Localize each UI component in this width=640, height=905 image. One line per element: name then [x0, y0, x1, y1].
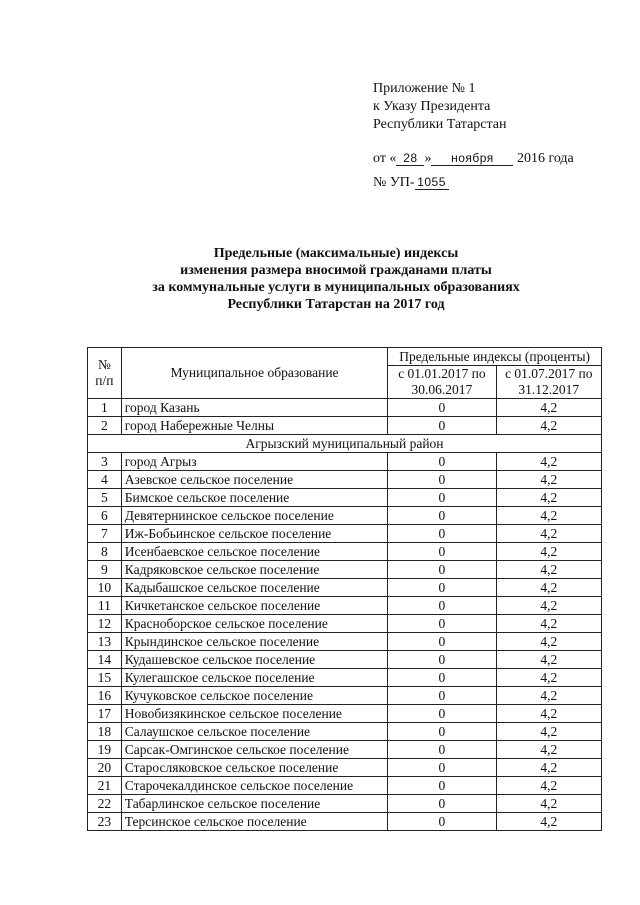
row-index-h2: 4,2 — [496, 795, 601, 813]
row-number: 15 — [88, 669, 122, 687]
row-index-h1: 0 — [388, 795, 496, 813]
table-row — [88, 759, 602, 777]
date-mid: » — [424, 151, 432, 166]
row-municipality: Бимское сельское поселение — [121, 489, 387, 507]
row-index-h2: 4,2 — [496, 489, 601, 507]
table-row — [88, 651, 602, 669]
row-index-h1: 0 — [388, 669, 496, 687]
number-value: 1055 — [415, 175, 449, 190]
header-row-1 — [88, 348, 602, 366]
row-number: 20 — [88, 759, 122, 777]
date-year: 2016 года — [516, 151, 574, 166]
row-municipality: Кичкетанское сельское поселение — [121, 597, 387, 615]
appendix-line-3: Республики Татарстан — [373, 117, 507, 132]
row-municipality: Кудашевское сельское поселение — [121, 651, 387, 669]
row-municipality: Красноборское сельское поселение — [121, 615, 387, 633]
row-index-h2: 4,2 — [496, 597, 601, 615]
row-index-h1: 0 — [388, 741, 496, 759]
row-index-h1: 0 — [388, 687, 496, 705]
row-municipality: Исенбаевское сельское поселение — [121, 543, 387, 561]
header-indices-group: Предельные индексы (проценты) — [388, 348, 602, 366]
row-municipality: город Агрыз — [121, 453, 387, 471]
row-municipality: Азевское сельское поселение — [121, 471, 387, 489]
row-index-h1: 0 — [388, 633, 496, 651]
row-municipality: Кулегашское сельское поселение — [121, 669, 387, 687]
row-index-h2: 4,2 — [496, 543, 601, 561]
row-index-h1: 0 — [388, 579, 496, 597]
row-number: 14 — [88, 651, 122, 669]
row-number: 11 — [88, 597, 122, 615]
row-number: 1 — [88, 399, 122, 417]
row-number: 16 — [88, 687, 122, 705]
row-number: 3 — [88, 453, 122, 471]
row-number: 9 — [88, 561, 122, 579]
row-index-h2: 4,2 — [496, 705, 601, 723]
table-row — [88, 669, 602, 687]
row-index-h1: 0 — [388, 705, 496, 723]
row-index-h2: 4,2 — [496, 669, 601, 687]
row-municipality: Кучуковское сельское поселение — [121, 687, 387, 705]
row-index-h1: 0 — [388, 417, 496, 435]
row-municipality: Крындинское сельское поселение — [121, 633, 387, 651]
row-index-h2: 4,2 — [496, 561, 601, 579]
title-line-2: изменения размера вносимой гражданами платы — [180, 263, 492, 278]
row-index-h1: 0 — [388, 471, 496, 489]
row-index-h1: 0 — [388, 615, 496, 633]
title-line-4: Республики Татарстан на 2017 год — [227, 297, 445, 312]
row-index-h2: 4,2 — [496, 741, 601, 759]
row-municipality: Девятернинское сельское поселение — [121, 507, 387, 525]
row-index-h1: 0 — [388, 453, 496, 471]
indices-table — [87, 347, 602, 831]
row-index-h2: 4,2 — [496, 615, 601, 633]
row-index-h2: 4,2 — [496, 525, 601, 543]
appendix-block — [373, 80, 574, 192]
row-index-h1: 0 — [388, 723, 496, 741]
table-row — [88, 777, 602, 795]
title-line-1: Предельные (максимальные) индексы — [213, 246, 459, 261]
appendix-line-2: к Указу Президента — [373, 99, 491, 114]
district-name: Агрызский муниципальный район — [88, 435, 602, 453]
row-number: 2 — [88, 417, 122, 435]
row-index-h1: 0 — [388, 777, 496, 795]
row-municipality: Сарсак-Омгинское сельское поселение — [121, 741, 387, 759]
row-index-h2: 4,2 — [496, 579, 601, 597]
row-number: 23 — [88, 813, 122, 831]
row-municipality: Старосляковское сельское поселение — [121, 759, 387, 777]
row-municipality: Кадряковское сельское поселение — [121, 561, 387, 579]
row-index-h2: 4,2 — [496, 399, 601, 417]
appendix-date — [373, 150, 574, 168]
table-row — [88, 471, 602, 489]
row-number: 19 — [88, 741, 122, 759]
table-row — [88, 705, 602, 723]
row-index-h2: 4,2 — [496, 777, 601, 795]
row-municipality: город Казань — [121, 399, 387, 417]
row-number: 10 — [88, 579, 122, 597]
date-day: 28 — [396, 151, 424, 166]
row-number: 22 — [88, 795, 122, 813]
row-index-h2: 4,2 — [496, 417, 601, 435]
row-index-h2: 4,2 — [496, 759, 601, 777]
table-row — [88, 453, 602, 471]
row-index-h1: 0 — [388, 759, 496, 777]
header-municipality: Муниципальное образование — [121, 348, 387, 399]
date-month: ноября — [431, 151, 513, 166]
row-number: 8 — [88, 543, 122, 561]
row-number: 4 — [88, 471, 122, 489]
table-row — [88, 561, 602, 579]
row-number: 6 — [88, 507, 122, 525]
row-municipality: Кадыбашское сельское поселение — [121, 579, 387, 597]
document-title — [0, 245, 640, 313]
table-row — [88, 417, 602, 435]
table-row — [88, 399, 602, 417]
table-row — [88, 795, 602, 813]
row-number: 21 — [88, 777, 122, 795]
row-number: 5 — [88, 489, 122, 507]
number-prefix: № УП- — [373, 175, 415, 190]
header-num: № п/п — [88, 348, 122, 399]
row-index-h1: 0 — [388, 813, 496, 831]
row-index-h1: 0 — [388, 597, 496, 615]
row-municipality: Салаушское сельское поселение — [121, 723, 387, 741]
row-index-h2: 4,2 — [496, 723, 601, 741]
table-row — [88, 633, 602, 651]
row-index-h1: 0 — [388, 543, 496, 561]
table-body — [88, 399, 602, 831]
row-municipality: Иж-Бобьинское сельское поселение — [121, 525, 387, 543]
row-index-h1: 0 — [388, 489, 496, 507]
row-index-h2: 4,2 — [496, 813, 601, 831]
table-row — [88, 687, 602, 705]
row-municipality: Новобизякинское сельское поселение — [121, 705, 387, 723]
header-period-2: с 01.07.2017 по 31.12.2017 — [496, 366, 601, 399]
table-row — [88, 489, 602, 507]
header-period-1: с 01.01.2017 по 30.06.2017 — [388, 366, 496, 399]
row-index-h1: 0 — [388, 525, 496, 543]
row-index-h2: 4,2 — [496, 687, 601, 705]
row-index-h2: 4,2 — [496, 471, 601, 489]
table-row — [88, 579, 602, 597]
title-line-3: за коммунальные услуги в муниципальных образованиях — [152, 280, 520, 295]
row-municipality: город Набережные Челны — [121, 417, 387, 435]
table-row — [88, 597, 602, 615]
row-index-h1: 0 — [388, 651, 496, 669]
row-index-h1: 0 — [388, 507, 496, 525]
row-index-h1: 0 — [388, 399, 496, 417]
date-prefix: от « — [373, 151, 397, 166]
table-row — [88, 525, 602, 543]
appendix-line-1: Приложение № 1 — [373, 81, 476, 96]
row-municipality: Старочекалдинское сельское поселение — [121, 777, 387, 795]
row-index-h2: 4,2 — [496, 651, 601, 669]
row-index-h2: 4,2 — [496, 507, 601, 525]
row-number: 17 — [88, 705, 122, 723]
table-row — [88, 813, 602, 831]
row-index-h2: 4,2 — [496, 633, 601, 651]
row-number: 7 — [88, 525, 122, 543]
row-number: 13 — [88, 633, 122, 651]
table-row — [88, 507, 602, 525]
table-row — [88, 741, 602, 759]
row-index-h2: 4,2 — [496, 453, 601, 471]
row-number: 18 — [88, 723, 122, 741]
district-row — [88, 435, 602, 453]
appendix-number — [373, 174, 574, 192]
table-row — [88, 543, 602, 561]
row-number: 12 — [88, 615, 122, 633]
row-index-h1: 0 — [388, 561, 496, 579]
table-row — [88, 615, 602, 633]
row-municipality: Терсинское сельское поселение — [121, 813, 387, 831]
row-municipality: Табарлинское сельское поселение — [121, 795, 387, 813]
table-row — [88, 723, 602, 741]
